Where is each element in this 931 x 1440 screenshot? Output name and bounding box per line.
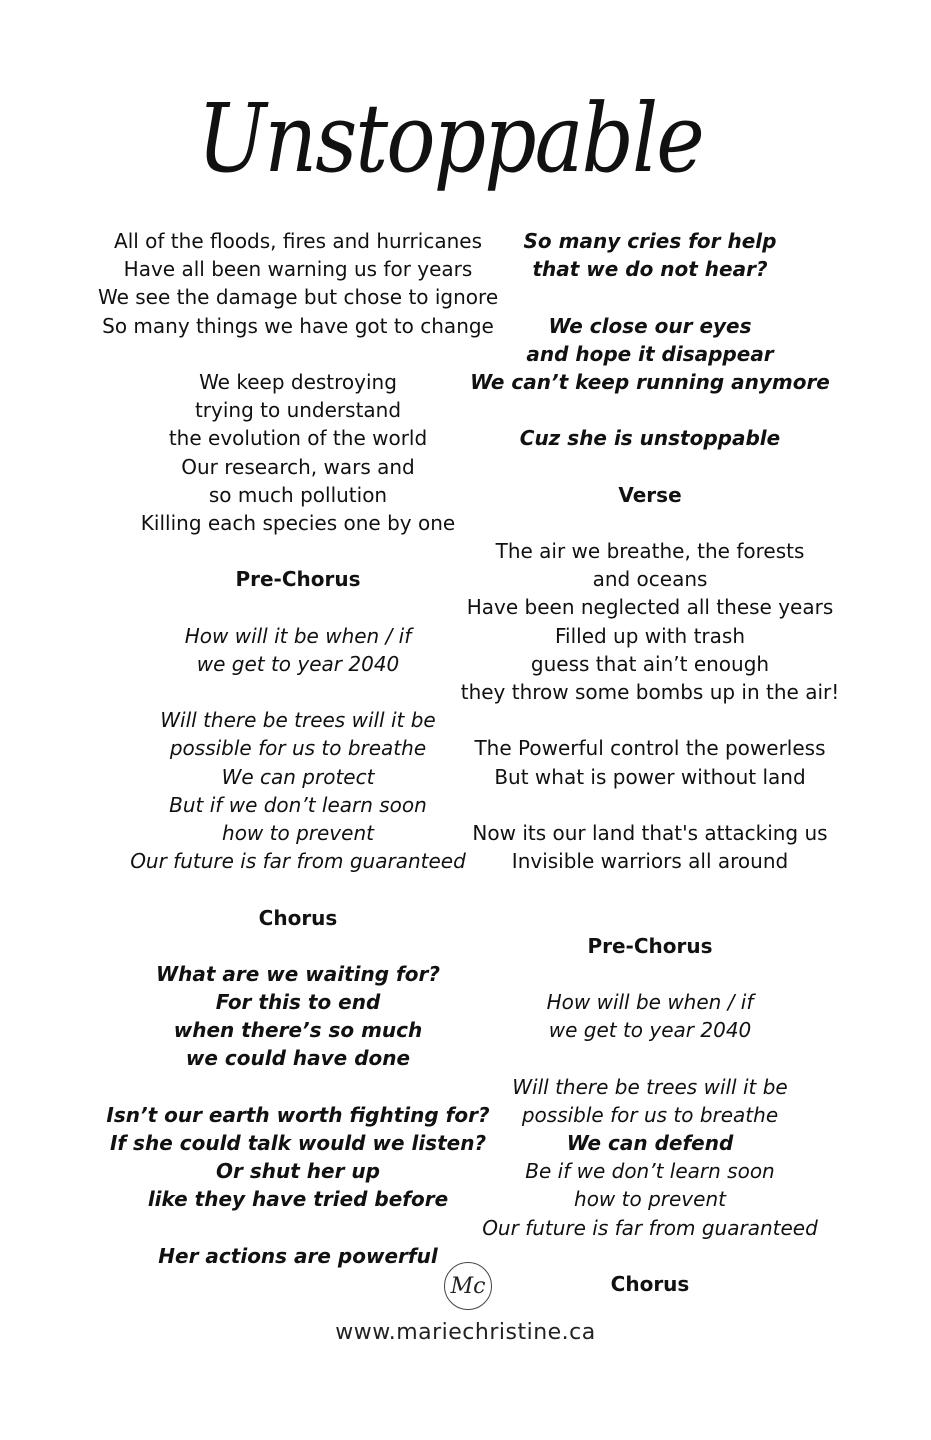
lyric-line: Have been neglected all these years: [466, 595, 834, 620]
lyric-line: Invisible warriors all around: [511, 849, 789, 874]
lyric-line: [98, 1073, 498, 1101]
lyric-line: how to prevent: [222, 820, 374, 845]
lyric-line: [98, 932, 498, 960]
lyric-line: Our future is far from guaranteed: [130, 849, 466, 874]
lyric-line: Be if we don’t learn soon: [525, 1159, 775, 1184]
lyric-line: So many cries for help: [523, 229, 777, 253]
lyric-line: so much pollution: [208, 482, 388, 507]
section-heading: Pre-Chorus: [587, 933, 713, 958]
lyric-line: We can protect: [221, 764, 375, 789]
song-title: Unstoppable: [197, 84, 703, 195]
lyric-line: like they have tried before: [147, 1187, 449, 1212]
lyric-line: [98, 340, 498, 368]
lyric-line: when there’s so much: [173, 1018, 423, 1043]
lyric-line: Now its our land that's attacking us: [472, 820, 828, 845]
lyric-line: If she could talk would we listen?: [109, 1131, 487, 1155]
lyric-line: Cuz she is unstoppable: [519, 426, 781, 451]
lyric-line: we get to year 2040: [548, 1018, 752, 1043]
lyric-line: how to prevent: [574, 1187, 726, 1212]
lyric-line: Will there be trees will it be: [512, 1074, 788, 1099]
lyric-line: But if we don’t learn soon: [169, 792, 427, 817]
section-heading: Pre-Chorus: [235, 567, 361, 592]
lyric-line: What are we waiting for?: [156, 961, 440, 986]
lyric-line: and hope it disappear: [526, 341, 774, 366]
lyric-line: Or shut her up: [216, 1159, 380, 1184]
lyric-line: we get to year 2040: [196, 651, 400, 676]
lyric-line: guess that ain’t enough: [530, 651, 770, 676]
lyric-line: Will there be trees will it be: [160, 708, 436, 733]
lyric-line: possible for us to breathe: [521, 1102, 779, 1127]
lyric-line: For this to end: [215, 990, 381, 1015]
lyric-line: they throw some bombs up in the air!: [460, 680, 840, 704]
lyric-line: All of the floods, fires and hurricanes: [114, 229, 482, 253]
lyric-line: [98, 593, 498, 621]
lyric-line: How will be when / if: [546, 990, 754, 1015]
lyric-line: [450, 960, 850, 988]
lyric-line: [98, 1214, 498, 1242]
lyric-line: [98, 537, 498, 565]
lyric-line: Our future is far from guaranteed: [482, 1215, 818, 1240]
lyric-line: trying to understand: [194, 398, 402, 423]
lyric-line: [450, 1242, 850, 1270]
lyric-line: [450, 706, 850, 734]
lyric-line: The Powerful control the powerless: [474, 736, 826, 761]
lyric-line: Her actions are powerful: [158, 1243, 438, 1268]
lyric-line: that we do not hear?: [532, 257, 768, 282]
lyric-line: We can’t keep running anymore: [470, 369, 830, 394]
lyric-line: The air we breathe, the forests: [495, 539, 805, 564]
lyric-line: possible for us to breathe: [169, 736, 427, 761]
website-link[interactable]: www.mariechristine.ca: [335, 1320, 596, 1345]
lyric-line: Killing each species one by one: [140, 510, 456, 535]
lyric-line: [450, 904, 850, 932]
lyric-line: We see the damage but chose to ignore: [98, 285, 499, 310]
lyric-line: How will it be when / if: [184, 623, 412, 648]
lyric-line: [450, 453, 850, 481]
lyric-line: [450, 283, 850, 311]
monogram-logo-icon: Mc: [444, 1262, 492, 1310]
lyric-line: [98, 678, 498, 706]
lyric-line: Have all been warning us for years: [123, 257, 473, 282]
lyric-line: the evolution of the world: [168, 426, 428, 451]
lyric-line: Filled up with trash: [554, 623, 745, 648]
lyric-line: We can defend: [566, 1131, 734, 1155]
lyric-line: So many things we have got to change: [102, 313, 494, 338]
lyric-line: [98, 875, 498, 903]
lyric-line: Isn’t our earth worth fighting for?: [106, 1102, 490, 1127]
lyrics-right-column: [450, 227, 850, 1298]
lyric-line: [450, 509, 850, 537]
lyrics-left-column: [98, 227, 498, 1270]
lyric-line: [450, 396, 850, 424]
lyric-line: We keep destroying: [199, 369, 397, 394]
lyric-line: we could have done: [185, 1046, 411, 1071]
section-heading: Verse: [618, 482, 682, 507]
lyric-line: [450, 791, 850, 819]
lyric-line: We close our eyes: [548, 313, 752, 338]
section-heading: Chorus: [258, 905, 338, 930]
section-heading: Chorus: [610, 1271, 690, 1296]
lyric-line: Our research, wars and: [181, 454, 415, 479]
lyric-line: [450, 875, 850, 903]
lyric-line: [450, 1044, 850, 1072]
lyric-line: But what is power without land: [494, 764, 806, 789]
lyric-line: and oceans: [592, 567, 708, 592]
